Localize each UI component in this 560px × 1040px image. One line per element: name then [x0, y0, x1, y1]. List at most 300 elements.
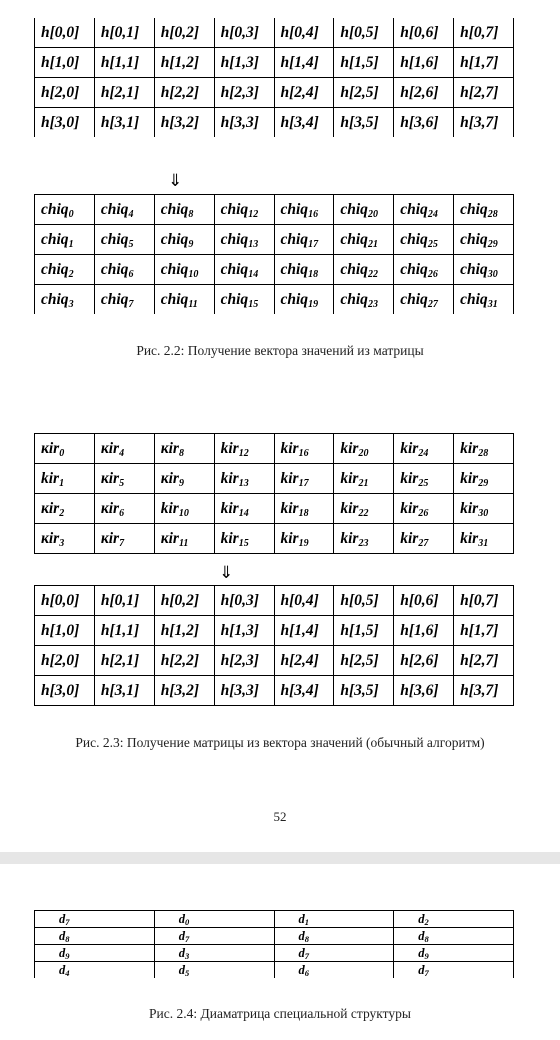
- cell-index: 9: [65, 950, 70, 961]
- matrix-cell: h[2,1]: [94, 78, 154, 108]
- matrix-cell: h[3,5]: [334, 676, 394, 706]
- vector-cell: [454, 225, 514, 255]
- matrix-cell: h[2,4]: [274, 646, 334, 676]
- diamatrix-cell: [274, 962, 394, 979]
- cell-base: kir: [400, 469, 419, 487]
- diamatrix-cell: [274, 928, 394, 945]
- vector-cell: [214, 464, 274, 494]
- vector-cell: [454, 464, 514, 494]
- matrix-cell: h[0,5]: [334, 586, 394, 616]
- matrix-cell: h[0,0]: [35, 18, 95, 48]
- vector-cell: [154, 225, 214, 255]
- cell-base: d: [59, 911, 66, 926]
- vector-cell: [334, 494, 394, 524]
- diamatrix-cell: [35, 928, 155, 945]
- vector-cell: [94, 285, 154, 315]
- cell-base: chiq: [460, 200, 488, 218]
- cell-base: d: [178, 945, 185, 960]
- cell-base: chiq: [100, 260, 129, 278]
- matrix-cell: h[3,1]: [94, 108, 154, 138]
- cell-base: d: [298, 911, 305, 926]
- matrix-cell: h[2,6]: [394, 78, 454, 108]
- diamatrix-cell: [35, 911, 155, 928]
- cell-base: chiq: [100, 290, 129, 308]
- cell-index: 26: [418, 507, 429, 519]
- cell-index: 17: [308, 238, 319, 250]
- cell-base: chiq: [280, 290, 309, 308]
- cell-index: 3: [185, 950, 190, 961]
- vector-row: [35, 434, 514, 464]
- cell-base: d: [298, 945, 305, 960]
- vector-cell: [94, 195, 154, 225]
- diamatrix-cell: [394, 945, 514, 962]
- vector-cell: [214, 225, 274, 255]
- vector-cell: [274, 524, 334, 554]
- cell-index: 26: [427, 268, 438, 280]
- cell-index: 19: [298, 537, 309, 549]
- matrix-cell: h[2,0]: [35, 646, 95, 676]
- vector-cell: [35, 195, 95, 225]
- cell-index: 11: [178, 537, 189, 549]
- vector-row: [35, 225, 514, 255]
- cell-base: chiq: [100, 230, 129, 248]
- matrix-cell: h[3,2]: [154, 676, 214, 706]
- matrix-cell: h[1,0]: [35, 616, 95, 646]
- cell-base: chiq: [41, 260, 69, 278]
- vector-cell: [334, 524, 394, 554]
- cell-index: 9: [424, 950, 429, 961]
- cell-index: 8: [188, 208, 194, 220]
- cell-index: 22: [367, 268, 378, 280]
- diamatrix-cell: [154, 928, 274, 945]
- cell-index: 29: [478, 477, 489, 489]
- fig24-diamatrix-table: [34, 910, 514, 978]
- vector-cell: [214, 255, 274, 285]
- cell-index: 14: [238, 507, 249, 519]
- cell-base: kir: [340, 439, 359, 457]
- vector-cell: [334, 255, 394, 285]
- cell-index: 7: [304, 950, 309, 961]
- matrix-cell: h[0,7]: [454, 18, 514, 48]
- matrix-cell: h[1,7]: [454, 48, 514, 78]
- matrix-cell: h[1,3]: [214, 48, 274, 78]
- vector-cell: [274, 464, 334, 494]
- matrix-cell: h[1,4]: [274, 616, 334, 646]
- cell-base: кir: [160, 469, 179, 487]
- cell-base: кir: [41, 439, 60, 457]
- cell-base: kir: [280, 529, 299, 547]
- vector-cell: [214, 285, 274, 315]
- cell-index: 8: [424, 933, 429, 944]
- cell-index: 24: [427, 208, 438, 220]
- cell-index: 13: [248, 238, 259, 250]
- vector-cell: [154, 285, 214, 315]
- matrix-cell: h[1,3]: [214, 616, 274, 646]
- matrix-cell: h[3,4]: [274, 676, 334, 706]
- vector-row: [35, 494, 514, 524]
- vector-cell: [394, 225, 454, 255]
- cell-index: 10: [178, 507, 189, 519]
- fig22-matrix-table: [34, 18, 514, 137]
- diamatrix-cell: [394, 928, 514, 945]
- matrix-row: [35, 108, 514, 138]
- vector-cell: [214, 524, 274, 554]
- cell-index: 2: [68, 268, 74, 280]
- cell-base: kir: [280, 469, 299, 487]
- fig23-down-arrow-icon: ⇓: [219, 563, 234, 583]
- vector-cell: [94, 464, 154, 494]
- fig22-down-arrow-icon: ⇓: [168, 171, 183, 191]
- vector-cell: [35, 255, 95, 285]
- cell-index: 25: [418, 477, 429, 489]
- cell-index: 28: [478, 447, 489, 459]
- vector-cell: [35, 434, 95, 464]
- vector-cell: [334, 434, 394, 464]
- vector-cell: [154, 195, 214, 225]
- matrix-cell: h[3,1]: [94, 676, 154, 706]
- matrix-cell: h[3,4]: [274, 108, 334, 138]
- cell-index: 16: [298, 447, 309, 459]
- cell-base: chiq: [41, 290, 69, 308]
- cell-index: 8: [304, 933, 309, 944]
- cell-index: 0: [185, 916, 190, 927]
- matrix-cell: h[0,5]: [334, 18, 394, 48]
- cell-base: кir: [41, 499, 60, 517]
- cell-base: chiq: [460, 260, 488, 278]
- cell-index: 30: [478, 507, 489, 519]
- diamatrix-cell: [154, 911, 274, 928]
- fig22-caption: Рис. 2.2: Получение вектора значений из матрицы: [136, 343, 424, 358]
- vector-cell: [334, 464, 394, 494]
- cell-base: chiq: [220, 260, 249, 278]
- cell-index: 18: [298, 507, 309, 519]
- matrix-cell: h[3,3]: [214, 108, 274, 138]
- cell-index: 24: [418, 447, 429, 459]
- vector-cell: [394, 285, 454, 315]
- vector-cell: [214, 494, 274, 524]
- fig23-caption: Рис. 2.3: Получение матрицы из вектора значений (обычный алгоритм): [75, 735, 485, 750]
- vector-cell: [154, 255, 214, 285]
- cell-index: 7: [185, 933, 190, 944]
- vector-cell: [454, 524, 514, 554]
- cell-base: chiq: [460, 290, 488, 308]
- matrix-cell: h[2,3]: [214, 78, 274, 108]
- cell-index: 6: [128, 268, 134, 280]
- fig23-vector-table: [34, 433, 514, 554]
- matrix-row: [35, 18, 514, 48]
- matrix-cell: h[1,6]: [394, 48, 454, 78]
- cell-base: kir: [400, 529, 419, 547]
- cell-index: 7: [424, 967, 429, 978]
- vector-cell: [94, 434, 154, 464]
- vector-cell: [394, 464, 454, 494]
- cell-base: kir: [220, 499, 239, 517]
- matrix-cell: h[2,6]: [394, 646, 454, 676]
- vector-cell: [35, 494, 95, 524]
- cell-base: chiq: [280, 200, 309, 218]
- cell-index: 12: [238, 447, 249, 459]
- diamatrix-cell: [154, 962, 274, 979]
- diamatrix-cell: [394, 962, 514, 979]
- cell-index: 23: [358, 537, 369, 549]
- cell-base: d: [298, 962, 305, 977]
- cell-index: 22: [358, 507, 369, 519]
- cell-index: 10: [188, 268, 199, 280]
- vector-cell: [274, 434, 334, 464]
- cell-base: chiq: [340, 200, 368, 218]
- cell-index: 5: [119, 477, 125, 489]
- cell-base: kir: [460, 469, 479, 487]
- vector-row: [35, 285, 514, 315]
- cell-base: chiq: [41, 200, 69, 218]
- matrix-row: [35, 48, 514, 78]
- diamatrix-cell: [274, 911, 394, 928]
- cell-base: chiq: [160, 230, 189, 248]
- cell-base: d: [418, 962, 425, 977]
- cell-base: chiq: [160, 290, 189, 308]
- vector-cell: [394, 255, 454, 285]
- matrix-cell: h[3,5]: [334, 108, 394, 138]
- diamatrix-row: [35, 928, 514, 945]
- cell-base: chiq: [460, 230, 488, 248]
- matrix-cell: h[2,3]: [214, 646, 274, 676]
- cell-index: 13: [238, 477, 249, 489]
- cell-index: 0: [59, 447, 65, 459]
- cell-base: кir: [100, 499, 120, 517]
- vector-cell: [454, 195, 514, 225]
- cell-index: 15: [238, 537, 249, 549]
- cell-index: 5: [185, 967, 190, 978]
- cell-base: кir: [160, 529, 179, 547]
- fig24-caption: Рис. 2.4: Диаматрица специальной структуры: [149, 1006, 411, 1021]
- vector-cell: [394, 195, 454, 225]
- cell-base: kir: [220, 469, 239, 487]
- cell-index: 25: [427, 238, 438, 250]
- cell-index: 4: [128, 208, 134, 220]
- cell-base: кir: [41, 529, 60, 547]
- vector-cell: [274, 225, 334, 255]
- cell-base: d: [59, 962, 66, 977]
- cell-index: 11: [188, 298, 198, 310]
- vector-cell: [334, 225, 394, 255]
- cell-index: 21: [367, 238, 378, 250]
- matrix-row: [35, 586, 514, 616]
- matrix-cell: h[0,3]: [214, 18, 274, 48]
- cell-index: 31: [478, 537, 489, 549]
- matrix-row: [35, 78, 514, 108]
- vector-cell: [394, 494, 454, 524]
- vector-cell: [94, 225, 154, 255]
- cell-index: 4: [119, 447, 125, 459]
- matrix-cell: h[3,3]: [214, 676, 274, 706]
- cell-index: 21: [358, 477, 369, 489]
- cell-index: 1: [304, 916, 309, 927]
- cell-index: 1: [59, 477, 65, 489]
- cell-base: kir: [280, 499, 299, 517]
- cell-index: 1: [68, 238, 74, 250]
- cell-base: d: [59, 928, 66, 943]
- vector-cell: [35, 464, 95, 494]
- diamatrix-row: [35, 962, 514, 979]
- matrix-cell: h[0,1]: [94, 586, 154, 616]
- vector-cell: [214, 195, 274, 225]
- cell-index: 19: [308, 298, 319, 310]
- diamatrix-cell: [35, 945, 155, 962]
- cell-base: кir: [100, 439, 120, 457]
- cell-index: 2: [59, 507, 65, 519]
- diamatrix-row: [35, 945, 514, 962]
- cell-index: 17: [298, 477, 309, 489]
- matrix-cell: h[0,2]: [154, 586, 214, 616]
- vector-cell: [454, 255, 514, 285]
- cell-base: chiq: [340, 230, 368, 248]
- cell-base: kir: [340, 499, 359, 517]
- cell-index: 8: [178, 447, 184, 459]
- vector-cell: [454, 494, 514, 524]
- cell-index: 6: [304, 967, 309, 978]
- fig23-matrix-table: [34, 585, 514, 706]
- cell-base: chiq: [41, 230, 69, 248]
- cell-index: 4: [65, 967, 70, 978]
- cell-index: 28: [487, 208, 498, 220]
- cell-index: 30: [487, 268, 498, 280]
- matrix-cell: h[3,6]: [394, 676, 454, 706]
- vector-cell: [274, 285, 334, 315]
- vector-cell: [35, 524, 95, 554]
- matrix-cell: h[0,4]: [274, 586, 334, 616]
- cell-index: 9: [188, 238, 194, 250]
- cell-index: 27: [427, 298, 438, 310]
- vector-row: [35, 195, 514, 225]
- cell-index: 3: [59, 537, 65, 549]
- matrix-cell: h[2,7]: [454, 646, 514, 676]
- matrix-row: [35, 676, 514, 706]
- diamatrix-cell: [154, 945, 274, 962]
- cell-base: chiq: [400, 290, 428, 308]
- matrix-cell: h[0,6]: [394, 18, 454, 48]
- fig22-vector-table: [34, 194, 514, 314]
- vector-cell: [394, 524, 454, 554]
- vector-cell: [214, 434, 274, 464]
- vector-cell: [94, 255, 154, 285]
- page-separator: [0, 852, 560, 864]
- cell-index: 18: [308, 268, 319, 280]
- matrix-cell: h[0,1]: [94, 18, 154, 48]
- matrix-cell: h[0,4]: [274, 18, 334, 48]
- matrix-cell: h[0,0]: [35, 586, 95, 616]
- cell-base: kir: [220, 529, 239, 547]
- cell-base: chiq: [280, 260, 309, 278]
- cell-base: chiq: [220, 230, 249, 248]
- matrix-cell: h[0,6]: [394, 586, 454, 616]
- vector-row: [35, 255, 514, 285]
- cell-base: chiq: [100, 200, 129, 218]
- cell-index: 2: [424, 916, 429, 927]
- matrix-cell: h[1,5]: [334, 48, 394, 78]
- matrix-cell: h[1,2]: [154, 616, 214, 646]
- cell-base: d: [418, 945, 425, 960]
- matrix-cell: h[2,2]: [154, 78, 214, 108]
- cell-index: 16: [308, 208, 319, 220]
- cell-base: d: [178, 962, 185, 977]
- cell-index: 3: [68, 298, 74, 310]
- vector-cell: [454, 285, 514, 315]
- cell-index: 9: [178, 477, 184, 489]
- vector-cell: [154, 494, 214, 524]
- cell-base: chiq: [160, 200, 189, 218]
- cell-base: kir: [280, 439, 299, 457]
- cell-index: 31: [487, 298, 498, 310]
- matrix-cell: h[1,1]: [94, 616, 154, 646]
- vector-row: [35, 464, 514, 494]
- cell-base: d: [178, 928, 185, 943]
- vector-cell: [154, 524, 214, 554]
- diamatrix-cell: [35, 962, 155, 979]
- matrix-row: [35, 646, 514, 676]
- cell-index: 20: [367, 208, 378, 220]
- matrix-cell: h[0,7]: [454, 586, 514, 616]
- vector-cell: [94, 494, 154, 524]
- cell-base: d: [418, 911, 425, 926]
- vector-cell: [334, 195, 394, 225]
- matrix-cell: h[0,3]: [214, 586, 274, 616]
- diamatrix-cell: [274, 945, 394, 962]
- cell-index: 20: [358, 447, 369, 459]
- cell-base: chiq: [340, 260, 368, 278]
- cell-index: 5: [128, 238, 134, 250]
- matrix-cell: h[2,1]: [94, 646, 154, 676]
- vector-cell: [35, 225, 95, 255]
- cell-base: kir: [400, 439, 419, 457]
- cell-base: d: [178, 911, 185, 926]
- matrix-cell: h[1,1]: [94, 48, 154, 78]
- cell-base: chiq: [400, 200, 428, 218]
- matrix-cell: h[1,6]: [394, 616, 454, 646]
- page-number: 52: [273, 809, 287, 824]
- cell-base: kir: [460, 529, 479, 547]
- vector-cell: [454, 434, 514, 464]
- vector-cell: [274, 494, 334, 524]
- cell-base: kir: [220, 439, 239, 457]
- cell-index: 7: [119, 537, 125, 549]
- cell-base: chiq: [400, 230, 428, 248]
- vector-cell: [154, 434, 214, 464]
- cell-base: chiq: [400, 260, 428, 278]
- vector-cell: [154, 464, 214, 494]
- cell-index: 6: [119, 507, 125, 519]
- cell-base: chiq: [220, 290, 249, 308]
- matrix-cell: h[3,2]: [154, 108, 214, 138]
- vector-cell: [274, 255, 334, 285]
- diamatrix-cell: [394, 911, 514, 928]
- matrix-cell: h[3,6]: [394, 108, 454, 138]
- matrix-cell: h[3,0]: [35, 676, 95, 706]
- matrix-cell: h[2,5]: [334, 78, 394, 108]
- matrix-cell: h[2,4]: [274, 78, 334, 108]
- matrix-cell: h[3,7]: [454, 676, 514, 706]
- matrix-cell: h[2,0]: [35, 78, 95, 108]
- cell-base: kir: [41, 469, 60, 487]
- cell-index: 29: [487, 238, 498, 250]
- cell-base: kir: [340, 469, 359, 487]
- document-page-next: [0, 864, 560, 1040]
- cell-index: 27: [418, 537, 429, 549]
- cell-base: kir: [340, 529, 359, 547]
- cell-index: 23: [367, 298, 378, 310]
- cell-index: 0: [68, 208, 74, 220]
- matrix-cell: h[1,7]: [454, 616, 514, 646]
- cell-index: 14: [248, 268, 259, 280]
